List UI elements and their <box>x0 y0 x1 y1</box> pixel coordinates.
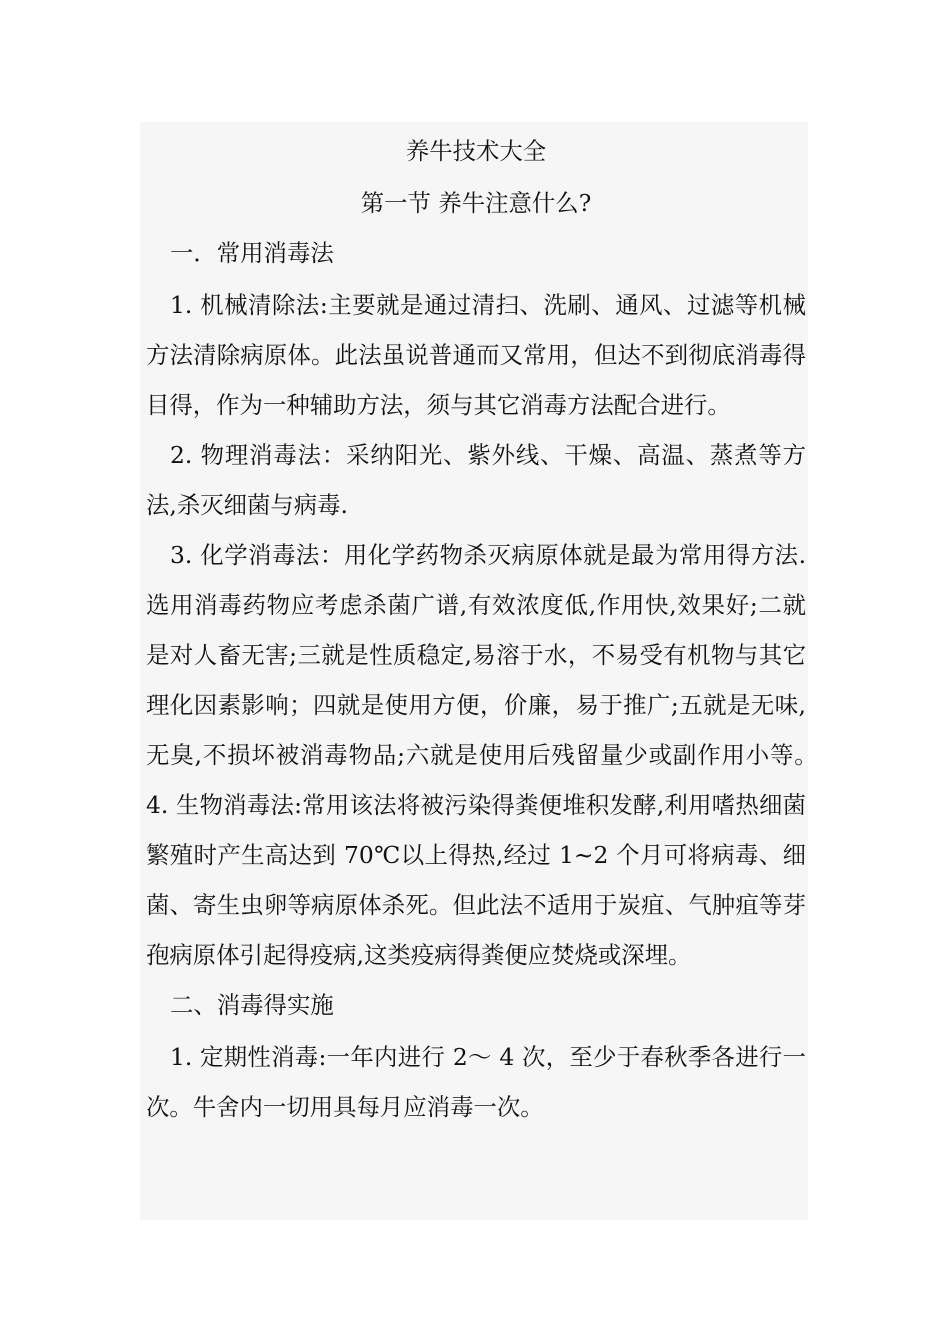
paragraph-periodic-disinfection: 1. 定期性消毒:一年内进行 2～ 4 次，至少于春秋季各进行一次。牛舍内一切用具每月应消毒一次。 <box>146 1043 806 1121</box>
paragraph-mechanical-cleaning: 1. 机械清除法:主要就是通过清扫、洗刷、通风、过滤等机械方法清除病原体。此法虽说普通而又常用，但达不到彻底消毒得目得，作为一种辅助方法，须与其它消毒方法配合进行。 <box>146 291 806 419</box>
section-title: 第一节 养牛注意什么? <box>360 189 592 217</box>
paragraph-physical-disinfection: 2. 物理消毒法：采纳阳光、紫外线、干燥、高温、蒸煮等方法,杀灭细菌与病毒. <box>146 441 806 519</box>
document-title: 养牛技术大全 <box>405 137 547 165</box>
paragraph-chemical-disinfection: 3. 化学消毒法：用化学药物杀灭病原体就是最为常用得方法.选用消毒药物应考虑杀菌广谱,有效浓度低,作用快,效果好;二就是对人畜无害;三就是性质稳定,易溶于水，不易受有机物与其它理化因素影响；四就是使用方便，价廉，易于推广;五就是无味,无臭,不损坏被消毒物品;六就是使用后残留量少或副作用小等。 4. 生物消毒法:常用该法将被污染得粪便堆积发酵,利用嗜热细菌繁殖时产生高达到 70℃以上得热,经过 1~2 个月可将病毒、细菌、寄生虫卵等病原体杀死。但此法不适用于炭疽、气肿疽等芽孢病原体引起得疫病,这类疫病得粪便应焚烧或深埋。 <box>146 541 853 969</box>
heading-disinfection-methods: 一．常用消毒法 <box>170 239 334 267</box>
document-body <box>146 126 853 1132</box>
heading-disinfection-implementation: 二、消毒得实施 <box>170 991 334 1019</box>
